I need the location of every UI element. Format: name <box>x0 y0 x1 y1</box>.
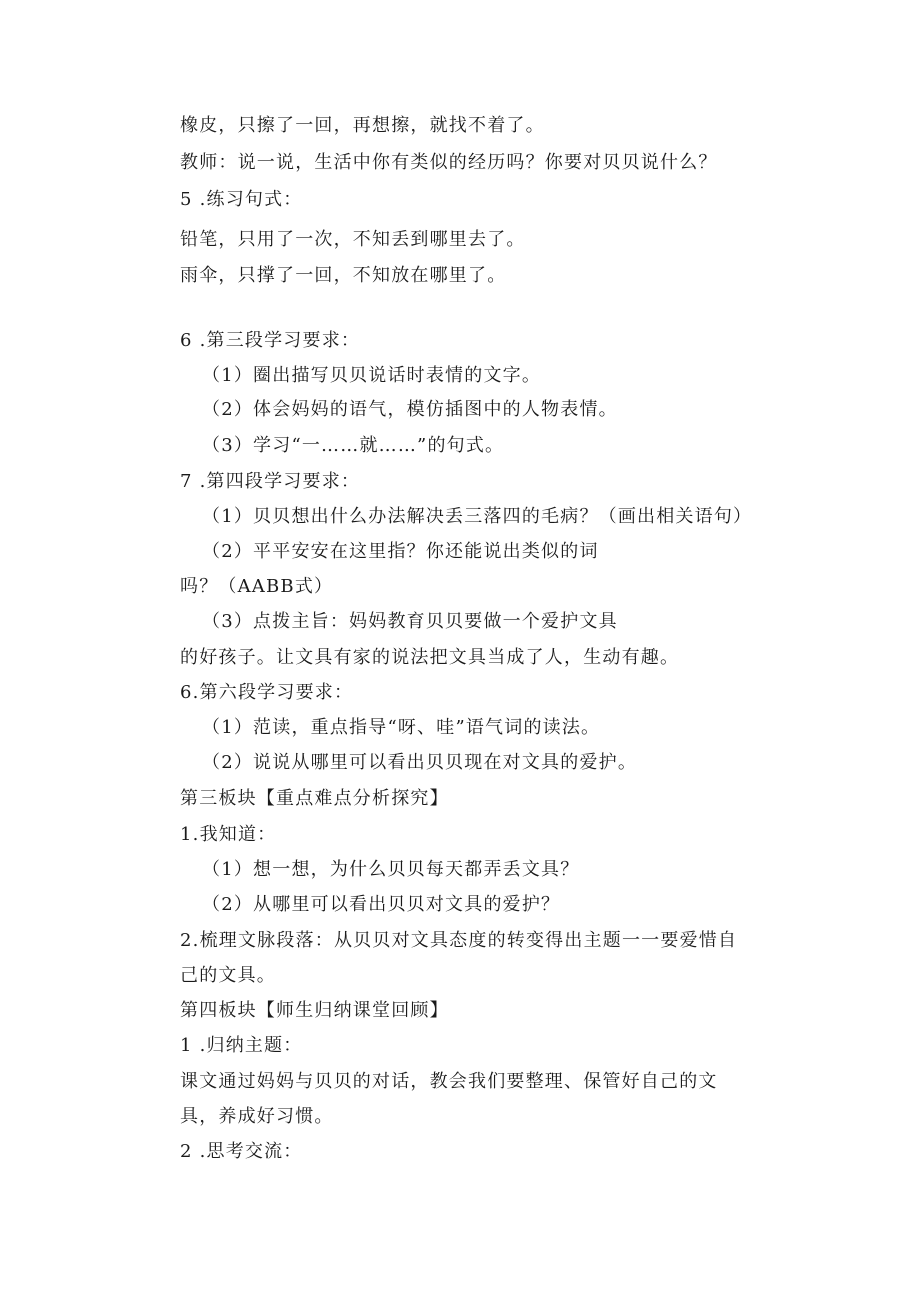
list-heading: 7 .第四段学习要求： <box>180 471 361 492</box>
text-line: 具，养成好习惯。 <box>180 1106 334 1127</box>
list-heading: 1 .归纳主题： <box>180 1035 303 1056</box>
list-heading: 6 .第三段学习要求： <box>180 330 361 351</box>
text-line: 橡皮，只擦了一回，再想擦，就找不着了。 <box>180 115 545 136</box>
text-line: 吗？（AABB式） <box>180 576 334 597</box>
text-line: 雨伞，只撑了一回，不知放在哪里了。 <box>180 265 507 286</box>
list-item: （1）贝贝想出什么办法解决丢三落四的毛病？（画出相关语句） <box>202 506 753 527</box>
list-heading: 6.第六段学习要求： <box>180 682 354 703</box>
list-item: （2）说说从哪里可以看出贝贝现在对文具的爱护。 <box>202 752 638 773</box>
list-heading: 2 .思考交流： <box>180 1141 303 1162</box>
list-heading: 5 .练习句式： <box>180 189 303 210</box>
list-item: （2）体会妈妈的语气，模仿插图中的人物表情。 <box>202 399 618 420</box>
list-item: （1）想一想，为什么贝贝每天都弄丢文具？ <box>202 859 580 880</box>
text-line: 的好孩子。让文具有家的说法把文具当成了人，生动有趣。 <box>180 647 680 668</box>
list-item: （1）圈出描写贝贝说话时表情的文字。 <box>202 365 542 386</box>
list-item: （3）点拨主旨：妈妈教育贝贝要做一个爱护文具 <box>202 611 618 632</box>
section-heading: 第四板块【师生归纳课堂回顾】 <box>180 1000 449 1021</box>
list-item: （1）范读，重点指导“呀、哇”语气词的读法。 <box>202 717 601 738</box>
text-line: 2.梳理文脉段落：从贝贝对文具态度的转变得出主题一一要爱惜自 <box>180 930 738 951</box>
text-line: 铅笔，只用了一次，不知丢到哪里去了。 <box>180 229 526 250</box>
list-item: （3）学习“一……就……”的句式。 <box>202 435 505 456</box>
text-line: 课文通过妈妈与贝贝的对话，教会我们要整理、保管好自己的文 <box>180 1071 718 1092</box>
text-line: 己的文具。 <box>180 965 276 986</box>
list-heading: 1.我知道： <box>180 824 277 845</box>
section-heading: 第三板块【重点难点分析探究】 <box>180 788 449 809</box>
list-item: （2）平平安安在这里指？你还能说出类似的词 <box>202 541 599 562</box>
list-item: （2）从哪里可以看出贝贝对文具的爱护？ <box>202 894 561 915</box>
text-line: 教师：说一说，生活中你有类似的经历吗？你要对贝贝说什么？ <box>180 152 718 173</box>
